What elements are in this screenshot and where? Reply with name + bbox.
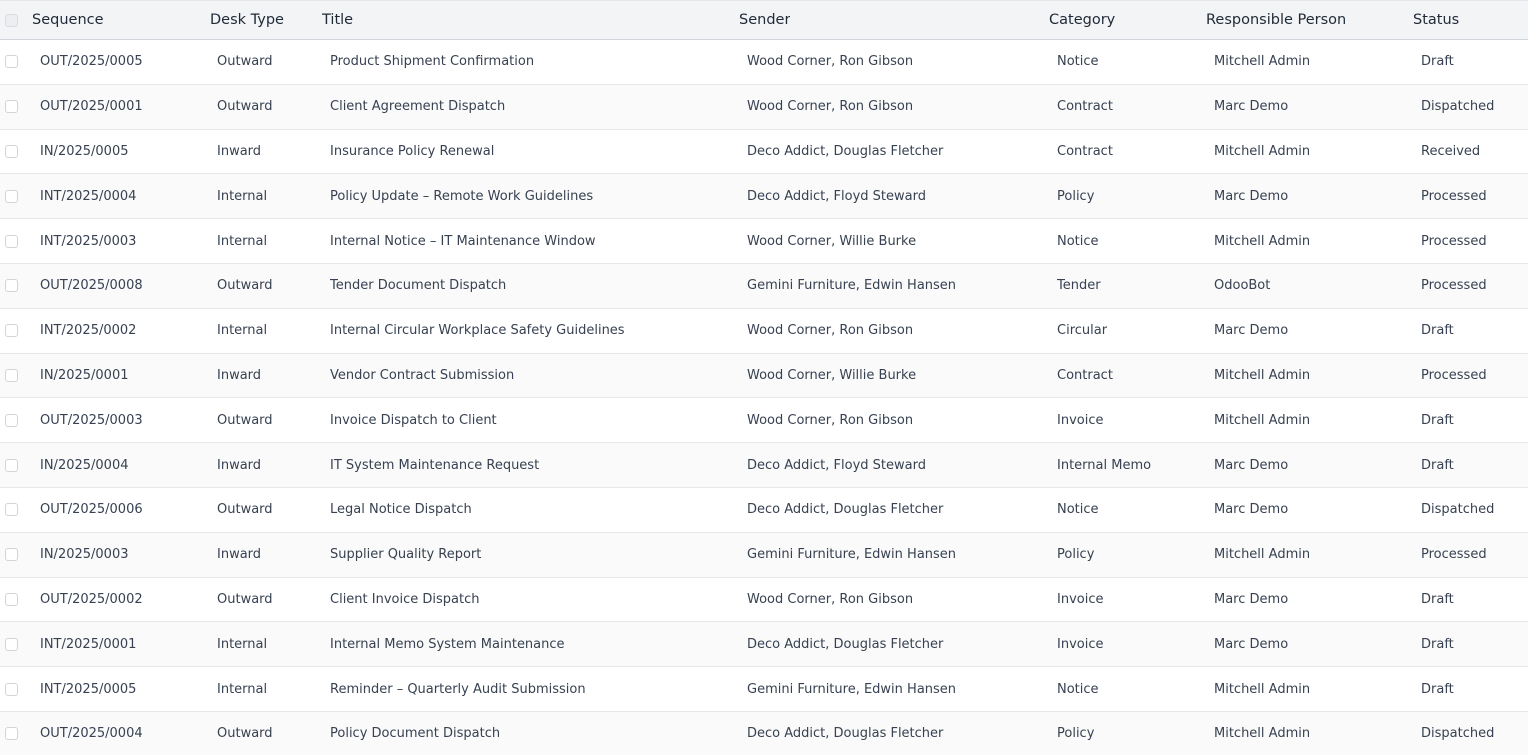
cell-title: Product Shipment Confirmation (330, 54, 535, 70)
cell-sequence: INT/2025/0002 (40, 323, 137, 339)
cell-sequence: INT/2025/0003 (40, 233, 137, 249)
cell-sender: Wood Corner, Ron Gibson (747, 412, 914, 428)
cell-category: Tender (1057, 278, 1101, 294)
cell-category: Notice (1057, 54, 1099, 70)
cell-sequence: IN/2025/0001 (40, 367, 129, 383)
cell-sender: Deco Addict, Douglas Fletcher (747, 636, 944, 652)
cell-responsible-person: Marc Demo (1214, 99, 1289, 115)
table-row[interactable] (0, 130, 1528, 175)
cell-responsible-person: Marc Demo (1214, 323, 1289, 339)
cell-sender: Wood Corner, Willie Burke (747, 367, 917, 383)
cell-responsible-person: Mitchell Admin (1214, 367, 1311, 383)
table-row[interactable] (0, 578, 1528, 623)
row-select-cell (5, 85, 25, 129)
cell-sequence: OUT/2025/0005 (40, 54, 143, 70)
cell-title: Internal Memo System Maintenance (330, 636, 565, 652)
table-row[interactable] (0, 622, 1528, 667)
cell-title: Policy Document Dispatch (330, 726, 501, 742)
column-header-desk-type[interactable]: Desk Type (210, 12, 284, 28)
cell-sender: Gemini Furniture, Edwin Hansen (747, 278, 957, 294)
cell-sender: Wood Corner, Ron Gibson (747, 591, 914, 607)
row-checkbox[interactable] (5, 683, 18, 696)
cell-desk-type: Inward (217, 367, 262, 383)
cell-sequence: INT/2025/0005 (40, 681, 137, 697)
row-checkbox[interactable] (5, 145, 18, 158)
row-select-cell (5, 443, 25, 487)
cell-title: Insurance Policy Renewal (330, 143, 495, 159)
cell-desk-type: Internal (217, 323, 268, 339)
cell-title: Invoice Dispatch to Client (330, 412, 497, 428)
cell-status: Draft (1421, 323, 1454, 339)
column-header-status[interactable]: Status (1413, 12, 1460, 28)
row-select-cell (5, 174, 25, 218)
cell-category: Invoice (1057, 412, 1104, 428)
row-select-cell (5, 40, 25, 84)
table-row[interactable] (0, 354, 1528, 399)
cell-title: Tender Document Dispatch (330, 278, 507, 294)
row-checkbox[interactable] (5, 279, 18, 292)
cell-sequence: IN/2025/0004 (40, 457, 129, 473)
cell-category: Policy (1057, 547, 1095, 563)
cell-responsible-person: Mitchell Admin (1214, 547, 1311, 563)
cell-status: Processed (1421, 188, 1487, 204)
cell-category: Notice (1057, 502, 1099, 518)
cell-sequence: IN/2025/0005 (40, 143, 129, 159)
cell-desk-type: Outward (217, 54, 273, 70)
row-checkbox[interactable] (5, 235, 18, 248)
cell-desk-type: Outward (217, 726, 273, 742)
cell-sequence: OUT/2025/0006 (40, 502, 143, 518)
cell-status: Dispatched (1421, 99, 1495, 115)
row-select-cell (5, 533, 25, 577)
cell-sequence: OUT/2025/0004 (40, 726, 143, 742)
cell-status: Processed (1421, 367, 1487, 383)
cell-status: Draft (1421, 457, 1454, 473)
cell-desk-type: Outward (217, 412, 273, 428)
cell-responsible-person: Mitchell Admin (1214, 412, 1311, 428)
row-select-cell (5, 398, 25, 442)
row-checkbox[interactable] (5, 190, 18, 203)
column-header-sender[interactable]: Sender (739, 12, 791, 28)
row-checkbox[interactable] (5, 100, 18, 113)
table-row[interactable] (0, 443, 1528, 488)
cell-status: Received (1421, 143, 1481, 159)
cell-sender: Gemini Furniture, Edwin Hansen (747, 681, 957, 697)
cell-category: Internal Memo (1057, 457, 1152, 473)
select-all-cell (5, 1, 25, 39)
cell-title: IT System Maintenance Request (330, 457, 540, 473)
row-select-cell (5, 354, 25, 398)
row-select-cell (5, 130, 25, 174)
row-select-cell (5, 667, 25, 711)
row-select-cell (5, 488, 25, 532)
cell-sender: Deco Addict, Floyd Steward (747, 457, 926, 473)
cell-status: Draft (1421, 412, 1454, 428)
cell-sequence: INT/2025/0001 (40, 636, 137, 652)
cell-sender: Gemini Furniture, Edwin Hansen (747, 547, 957, 563)
cell-category: Invoice (1057, 636, 1104, 652)
cell-status: Draft (1421, 591, 1454, 607)
row-select-cell (5, 712, 25, 755)
cell-title: Client Agreement Dispatch (330, 99, 506, 115)
row-checkbox[interactable] (5, 503, 18, 516)
row-select-cell (5, 264, 25, 308)
cell-desk-type: Internal (217, 636, 268, 652)
row-select-cell (5, 622, 25, 666)
cell-responsible-person: Marc Demo (1214, 636, 1289, 652)
cell-category: Contract (1057, 367, 1113, 383)
cell-desk-type: Inward (217, 547, 262, 563)
cell-sender: Deco Addict, Floyd Steward (747, 188, 926, 204)
cell-desk-type: Internal (217, 233, 268, 249)
cell-title: Internal Circular Workplace Safety Guidelines (330, 323, 625, 339)
table-row[interactable] (0, 174, 1528, 219)
cell-title: Client Invoice Dispatch (330, 591, 480, 607)
cell-status: Processed (1421, 278, 1487, 294)
cell-title: Vendor Contract Submission (330, 367, 515, 383)
table-row[interactable] (0, 488, 1528, 533)
column-header-responsible-person[interactable]: Responsible Person (1206, 12, 1347, 28)
cell-desk-type: Internal (217, 681, 268, 697)
cell-status: Draft (1421, 636, 1454, 652)
row-select-cell (5, 219, 25, 263)
cell-status: Processed (1421, 547, 1487, 563)
cell-sequence: OUT/2025/0001 (40, 99, 143, 115)
table-row[interactable] (0, 533, 1528, 578)
table-row[interactable] (0, 667, 1528, 712)
cell-sender: Deco Addict, Douglas Fletcher (747, 726, 944, 742)
cell-sequence: OUT/2025/0008 (40, 278, 143, 294)
row-select-cell (5, 578, 25, 622)
column-header-title[interactable]: Title (322, 12, 354, 28)
cell-responsible-person: Mitchell Admin (1214, 726, 1311, 742)
row-checkbox[interactable] (5, 459, 18, 472)
cell-status: Draft (1421, 681, 1454, 697)
row-checkbox[interactable] (5, 638, 18, 651)
row-checkbox[interactable] (5, 324, 18, 337)
cell-title: Supplier Quality Report (330, 547, 482, 563)
cell-desk-type: Outward (217, 591, 273, 607)
cell-responsible-person: Marc Demo (1214, 188, 1289, 204)
row-checkbox[interactable] (5, 548, 18, 561)
cell-status: Dispatched (1421, 726, 1495, 742)
cell-sender: Wood Corner, Ron Gibson (747, 99, 914, 115)
cell-responsible-person: OdooBot (1214, 278, 1271, 294)
cell-title: Policy Update – Remote Work Guidelines (330, 188, 594, 204)
cell-category: Policy (1057, 188, 1095, 204)
cell-responsible-person: Mitchell Admin (1214, 681, 1311, 697)
cell-desk-type: Internal (217, 188, 268, 204)
row-checkbox[interactable] (5, 414, 18, 427)
cell-category: Contract (1057, 99, 1113, 115)
cell-desk-type: Outward (217, 278, 273, 294)
cell-sender: Deco Addict, Douglas Fletcher (747, 143, 944, 159)
table-row[interactable] (0, 219, 1528, 264)
cell-status: Draft (1421, 54, 1454, 70)
table-row[interactable] (0, 264, 1528, 309)
cell-sequence: INT/2025/0004 (40, 188, 137, 204)
cell-title: Reminder – Quarterly Audit Submission (330, 681, 586, 697)
cell-desk-type: Outward (217, 502, 273, 518)
table-row[interactable] (0, 398, 1528, 443)
cell-category: Policy (1057, 726, 1095, 742)
table-row[interactable] (0, 712, 1528, 755)
cell-desk-type: Inward (217, 143, 262, 159)
cell-responsible-person: Mitchell Admin (1214, 233, 1311, 249)
cell-sender: Deco Addict, Douglas Fletcher (747, 502, 944, 518)
cell-category: Notice (1057, 681, 1099, 697)
cell-sequence: IN/2025/0003 (40, 547, 129, 563)
cell-category: Contract (1057, 143, 1113, 159)
row-select-cell (5, 309, 25, 353)
row-checkbox[interactable] (5, 727, 18, 740)
cell-sender: Wood Corner, Ron Gibson (747, 323, 914, 339)
table-header (0, 0, 1528, 40)
cell-sequence: OUT/2025/0003 (40, 412, 143, 428)
cell-sender: Wood Corner, Willie Burke (747, 233, 917, 249)
column-header-sequence[interactable]: Sequence (32, 12, 104, 28)
select-all-checkbox[interactable] (5, 14, 18, 27)
cell-status: Processed (1421, 233, 1487, 249)
cell-responsible-person: Mitchell Admin (1214, 143, 1311, 159)
cell-sender: Wood Corner, Ron Gibson (747, 54, 914, 70)
row-checkbox[interactable] (5, 55, 18, 68)
table-body (0, 40, 1528, 755)
cell-desk-type: Inward (217, 457, 262, 473)
cell-desk-type: Outward (217, 99, 273, 115)
row-checkbox[interactable] (5, 369, 18, 382)
cell-title: Internal Notice – IT Maintenance Window (330, 233, 596, 249)
cell-sequence: OUT/2025/0002 (40, 591, 143, 607)
row-checkbox[interactable] (5, 593, 18, 606)
table-row[interactable] (0, 309, 1528, 354)
cell-category: Circular (1057, 323, 1108, 339)
column-header-category[interactable]: Category (1049, 12, 1116, 28)
cell-responsible-person: Mitchell Admin (1214, 54, 1311, 70)
cell-responsible-person: Marc Demo (1214, 591, 1289, 607)
table-row[interactable] (0, 85, 1528, 130)
cell-category: Notice (1057, 233, 1099, 249)
cell-responsible-person: Marc Demo (1214, 502, 1289, 518)
cell-category: Invoice (1057, 591, 1104, 607)
cell-title: Legal Notice Dispatch (330, 502, 472, 518)
cell-status: Dispatched (1421, 502, 1495, 518)
cell-responsible-person: Marc Demo (1214, 457, 1289, 473)
table-row[interactable] (0, 40, 1528, 85)
